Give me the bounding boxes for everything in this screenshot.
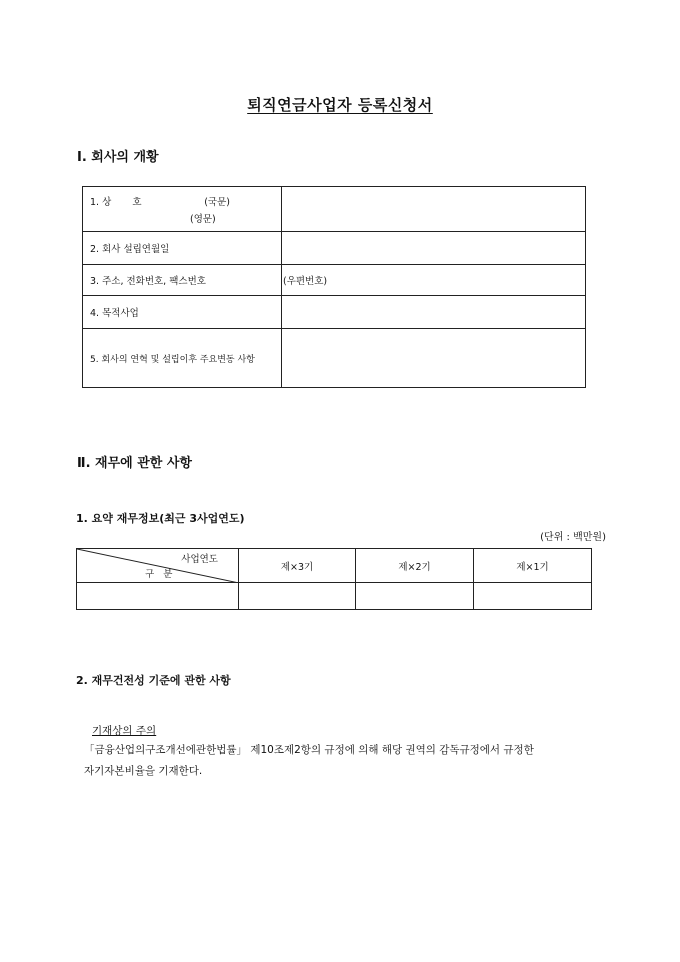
soundness-heading: 2. 재무건전성 기준에 관한 사항 bbox=[76, 674, 231, 687]
company-name-label: 1. 상 호 bbox=[90, 196, 142, 208]
establishment-date-label: 2. 회사 설립연월일 bbox=[83, 232, 282, 265]
english-name-label: (영문) bbox=[190, 213, 216, 225]
year-3-value-cell[interactable] bbox=[239, 583, 356, 610]
note-line-2: 자기자본비율을 기재한다. bbox=[84, 765, 203, 777]
korean-name-label: (국문) bbox=[204, 196, 230, 208]
history-label: 5. 회사의 연혁 및 설립이후 주요변동 사항 bbox=[83, 329, 282, 388]
postal-code-label: (우편번호) bbox=[283, 276, 328, 287]
category-header: 구 분 bbox=[145, 569, 173, 580]
section-2-heading: Ⅱ. 재무에 관한 사항 bbox=[77, 456, 192, 471]
year-1-value-cell[interactable] bbox=[474, 583, 592, 610]
establishment-date-value-cell[interactable] bbox=[282, 232, 586, 265]
table-row bbox=[83, 187, 586, 232]
company-name-label-cell bbox=[83, 187, 282, 232]
business-purpose-value-cell[interactable] bbox=[282, 296, 586, 329]
unit-label: (단위 : 백만원) bbox=[540, 532, 606, 543]
business-purpose-label: 4. 목적사업 bbox=[83, 296, 282, 329]
diagonal-header-cell bbox=[77, 549, 239, 583]
fiscal-year-header: 사업연도 bbox=[181, 554, 218, 565]
year-2-header: 제×2기 bbox=[356, 549, 474, 583]
table-row bbox=[77, 549, 592, 583]
history-value-cell[interactable] bbox=[282, 329, 586, 388]
year-1-header: 제×1기 bbox=[474, 549, 592, 583]
address-value-cell[interactable] bbox=[282, 265, 586, 296]
document-title: 퇴직연금사업자 등록신청서 bbox=[247, 96, 433, 114]
note-heading: 기재상의 주의 bbox=[92, 725, 157, 737]
table-row bbox=[77, 583, 592, 610]
table-row bbox=[83, 329, 586, 388]
summary-financial-heading: 1. 요약 재무정보(최근 3사업연도) bbox=[76, 512, 245, 525]
note-line-1: 「금융산업의구조개선에관한법률」 제10조제2항의 규정에 의해 해당 권역의 감독규정에서 규정한 bbox=[84, 744, 534, 756]
financial-summary-table bbox=[76, 548, 592, 610]
category-value-cell[interactable] bbox=[77, 583, 239, 610]
table-row bbox=[83, 232, 586, 265]
address-label: 3. 주소, 전화번호, 팩스번호 bbox=[83, 265, 282, 296]
table-row bbox=[83, 265, 586, 296]
table-row bbox=[83, 296, 586, 329]
company-name-value-cell[interactable] bbox=[282, 187, 586, 232]
section-1-heading: Ⅰ. 회사의 개황 bbox=[77, 150, 159, 165]
year-3-header: 제×3기 bbox=[239, 549, 356, 583]
company-overview-table bbox=[82, 186, 586, 388]
year-2-value-cell[interactable] bbox=[356, 583, 474, 610]
